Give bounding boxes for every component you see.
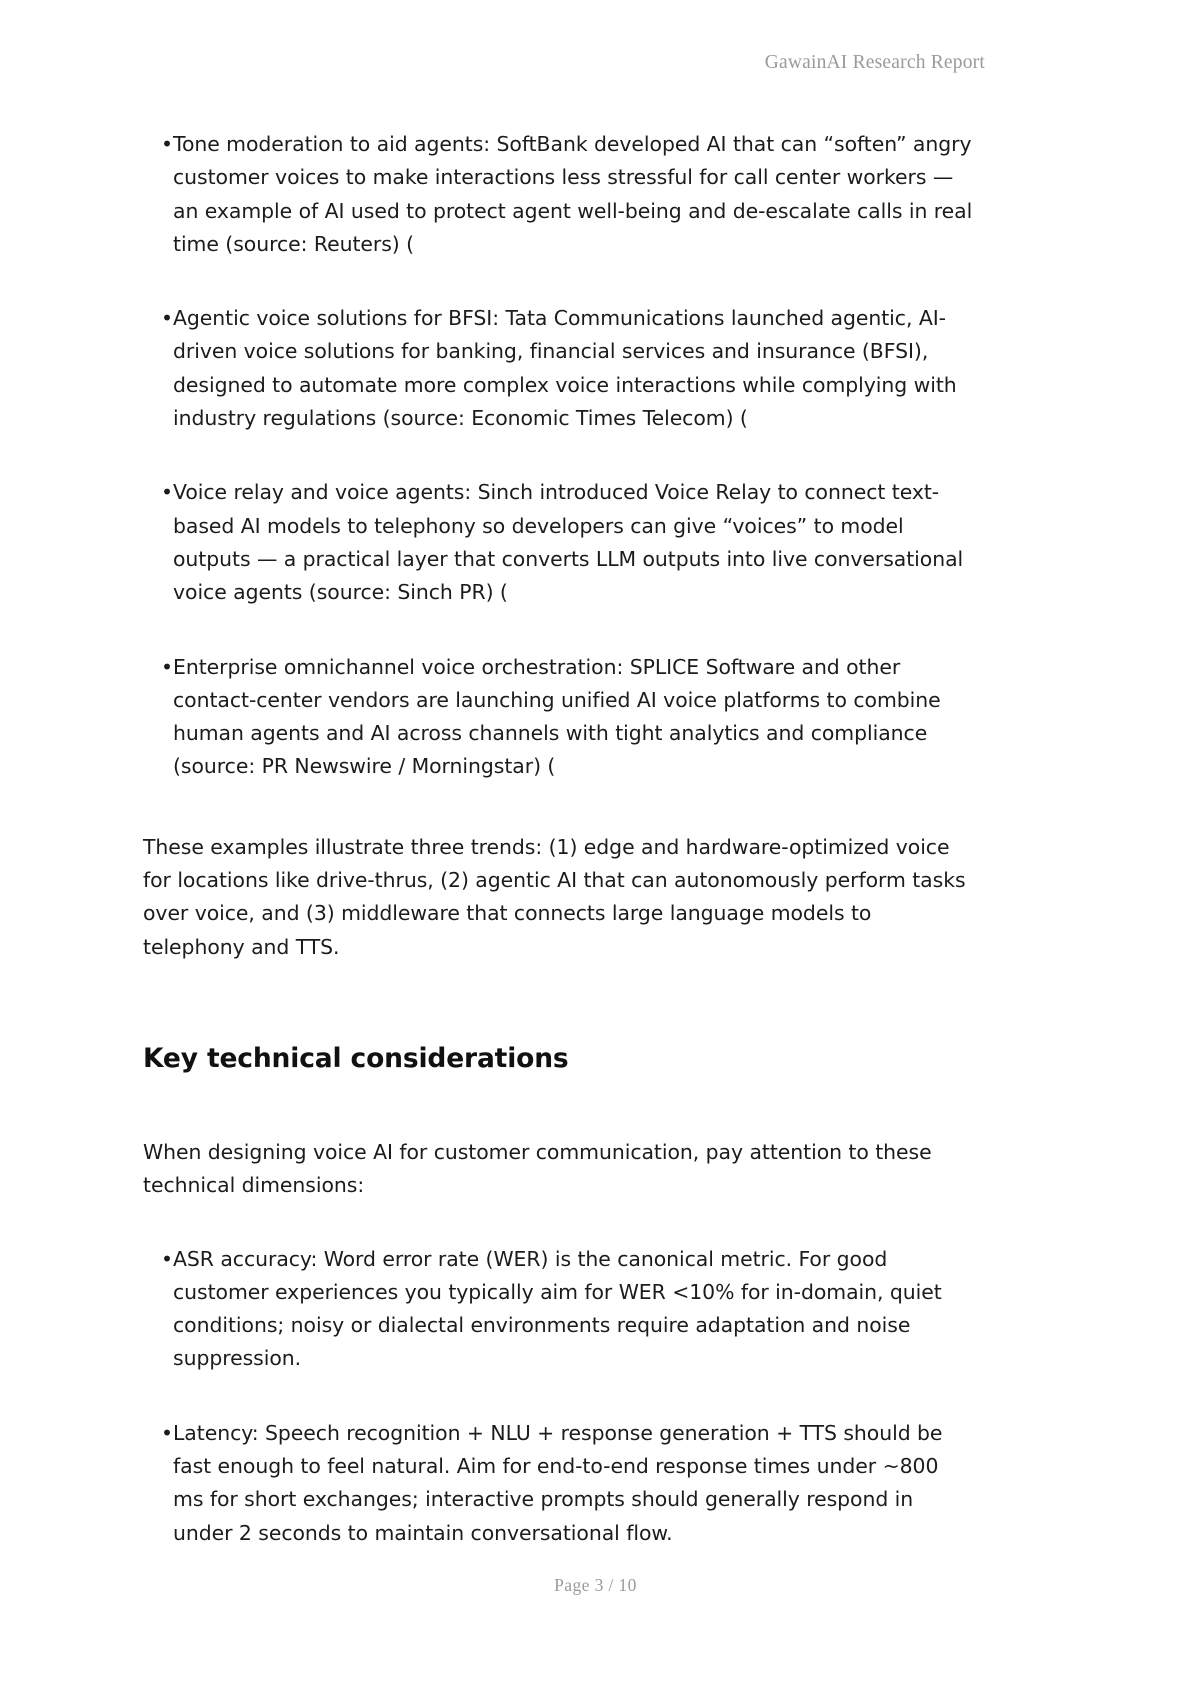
running-header-title: GawainAI Research Report (764, 52, 985, 73)
list-item-text: Enterprise omnichannel voice orchestration: SPLICE Software and other contact-center vendors are launching unified AI voice platforms to combine human agents and AI across channels with tight analytics and compliance (source: PR Newswire / Morningstar) ( (173, 654, 941, 779)
bullet-marker-icon: • (161, 480, 173, 505)
list-item (143, 651, 975, 784)
list-item-text: Agentic voice solutions for BFSI: Tata Communications launched agentic, AI-driven voice solutions for banking, financial services and insurance (BFSI), designed to automate more complex voice interactions while complying with industry regulations (source: Economic Times Telecom) ( (173, 306, 957, 431)
page-content (143, 128, 975, 1550)
list-item (143, 302, 975, 435)
intro-paragraph: When designing voice AI for customer communication, pay attention to these technical dimensions: (143, 1139, 932, 1198)
list-item-text: Tone moderation to aid agents: SoftBank developed AI that can “soften” angry customer voices to make interactions less stressful for call center workers — an example of AI used to protect agent well-being and de-escalate calls in real time (source: Reuters) ( (173, 132, 973, 256)
list-item (143, 128, 975, 261)
bullet-marker-icon: • (161, 306, 173, 331)
list-item (143, 1417, 975, 1550)
page-number-footer: Page 3 / 10 (554, 1575, 637, 1595)
spacer (143, 964, 975, 1042)
page-title: Key technical considerations (143, 1042, 569, 1074)
bullet-marker-icon: • (161, 132, 173, 156)
bullet-marker-icon: • (161, 1420, 173, 1445)
list-item-text: Latency: Speech recognition + NLU + response generation + TTS should be fast enough to feel natural. Aim for end-to-end response times under ~800 ms for short exchanges; interactive prompts should generally respond in under 2 seconds to maintain conversational flow. (173, 1420, 943, 1545)
spacer (143, 1076, 975, 1136)
spacer (143, 784, 975, 831)
summary-paragraph: These examples illustrate three trends: (1) edge and hardware-optimized voice for locations like drive-thrus, (2) agentic AI that can autonomously perform tasks over voice, and (3) middleware that connects large language models to telephony and TTS. (143, 834, 966, 959)
technical-bullet-list (143, 1243, 975, 1550)
spacer (143, 1203, 975, 1243)
list-item-text: Voice relay and voice agents: Sinch introduced Voice Relay to connect text-based AI models to telephony so developers can give “voices” to model outputs — a practical layer that converts LLM outputs into live conversational voice agents (source: Sinch PR) ( (173, 480, 964, 605)
list-item (143, 1243, 975, 1376)
list-item-text: ASR accuracy: Word error rate (WER) is the canonical metric. For good customer experiences you typically aim for WER <10% for in-domain, quiet conditions; noisy or dialectal environments require adaptation and noise suppression. (173, 1246, 942, 1371)
bullet-marker-icon: • (161, 654, 173, 679)
list-item (143, 476, 975, 609)
bullet-marker-icon: • (161, 1246, 173, 1271)
examples-bullet-list (143, 128, 975, 784)
